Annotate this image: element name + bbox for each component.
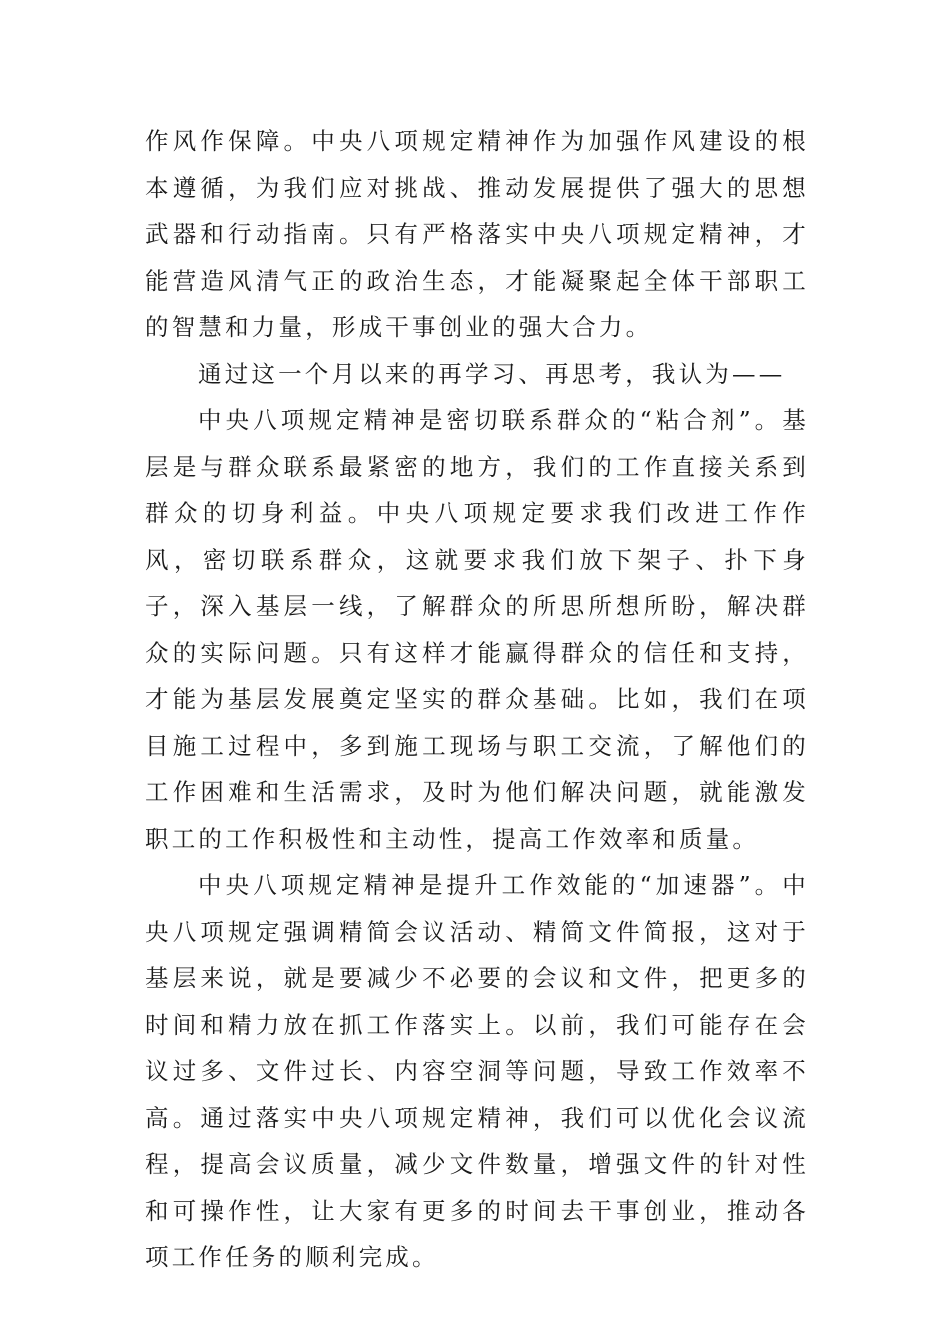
paragraph-2: 通过这一个月以来的再学习、再思考，我认为—— bbox=[198, 359, 786, 388]
paragraph-1: 作风作保障。中央八项规定精神作为加强作风建设的根本遵循，为我们应对挑战、推动发展提供了强大的思想武器和行动指南。只有严格落实中央八项规定精神，才能营造风清气正的政治生态，才能凝聚起全体干部职工的智慧和力量，形成干事创业的强大合力。 bbox=[145, 127, 809, 341]
document-body bbox=[145, 118, 809, 1281]
paragraph-3: 中央八项规定精神是密切联系群众的“粘合剂”。基层是与群众联系最紧密的地方，我们的工作直接关系到群众的切身利益。中央八项规定要求我们改进工作作风，密切联系群众，这就要求我们放下架子、扑下身子，深入基层一线，了解群众的所思所想所盼，解决群众的实际问题。只有这样才能赢得群众的信任和支持，才能为基层发展奠定坚实的群众基础。比如，我们在项目施工过程中，多到施工现场与职工交流，了解他们的工作困难和生活需求，及时为他们解决问题，就能激发职工的工作积极性和主动性，提高工作效率和质量。 bbox=[145, 406, 809, 853]
paragraph-4: 中央八项规定精神是提升工作效能的“加速器”。中央八项规定强调精简会议活动、精简文件简报，这对于基层来说，就是要减少不必要的会议和文件，把更多的时间和精力放在抓工作落实上。以前，我们可能存在会议过多、文件过长、内容空洞等问题，导致工作效率不高。通过落实中央八项规定精神，我们可以优化会议流程，提高会议质量，减少文件数量，增强文件的针对性和可操作性，让大家有更多的时间去干事创业，推动各项工作任务的顺利完成。 bbox=[145, 871, 809, 1271]
